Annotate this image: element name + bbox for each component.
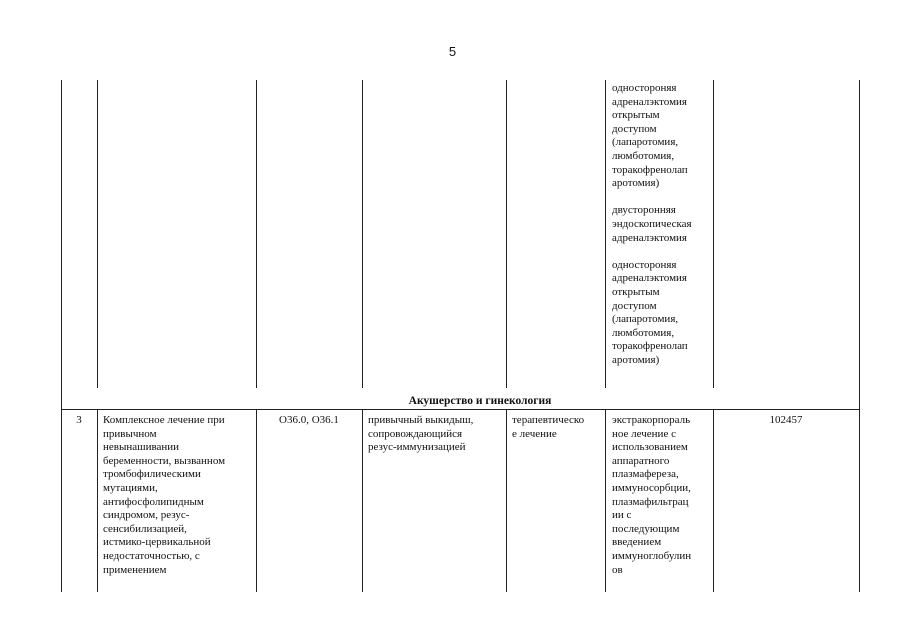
table-border-col3-upper bbox=[362, 80, 363, 388]
table-border-col2-upper bbox=[256, 80, 257, 388]
table-border-col1-upper bbox=[97, 80, 98, 388]
table-border-left-lower bbox=[61, 410, 62, 592]
page-number: 5 bbox=[448, 44, 457, 59]
table-border-col6-upper bbox=[713, 80, 714, 388]
table-border-col5-lower bbox=[605, 410, 606, 592]
table-border-col2-lower bbox=[256, 410, 257, 592]
row-name-cell: Комплексное лечение при привычном невынашивании беременности, вызванном тромбофилическими мутациями, антифосфолипидным синдромом, резус- сенсибилизацией, истмико-цервикальной недостаточностью, с применением bbox=[103, 414, 226, 576]
section-title: Акушерство и гинекология bbox=[408, 395, 552, 407]
table-border-col6-lower bbox=[713, 410, 714, 592]
row-cost-cell: 102457 bbox=[769, 414, 803, 426]
table-border-col4-upper bbox=[506, 80, 507, 388]
table-border-col5-upper bbox=[605, 80, 606, 388]
table-border-left-section bbox=[61, 388, 62, 410]
table-border-col1-lower bbox=[97, 410, 98, 592]
table-border-right-upper bbox=[859, 80, 860, 388]
row-method-cell: экстракорпораль ное лечение с использованием аппаратного плазмафереза, иммуносорбции, плазмафильтрац ии с последующим введением иммуноглобулин ов bbox=[612, 414, 692, 576]
table-border-right-lower bbox=[859, 410, 860, 592]
row-treatment-type-cell: терапевтическо е лечение bbox=[512, 414, 585, 440]
row-codes-cell: O36.0, O36.1 bbox=[279, 414, 339, 426]
table-row-divider bbox=[61, 409, 860, 410]
continued-methods-cell: одностороняя адреналэктомия открытым доступом (лапаротомия, люмботомия, торакофренолап аротомия) двусторонняя эндоскопическая адреналэктомия одностороняя адреналэктомия открытым доступом (лапаротомия, люмботомия, торакофренолап аротомия) bbox=[612, 82, 692, 366]
row-number-cell: 3 bbox=[76, 414, 82, 426]
row-model-cell: привычный выкидыш, сопровождающийся резус-иммунизацией bbox=[368, 414, 474, 454]
table-border-col3-lower bbox=[362, 410, 363, 592]
table-border-left-upper bbox=[61, 80, 62, 388]
table-border-col4-lower bbox=[506, 410, 507, 592]
